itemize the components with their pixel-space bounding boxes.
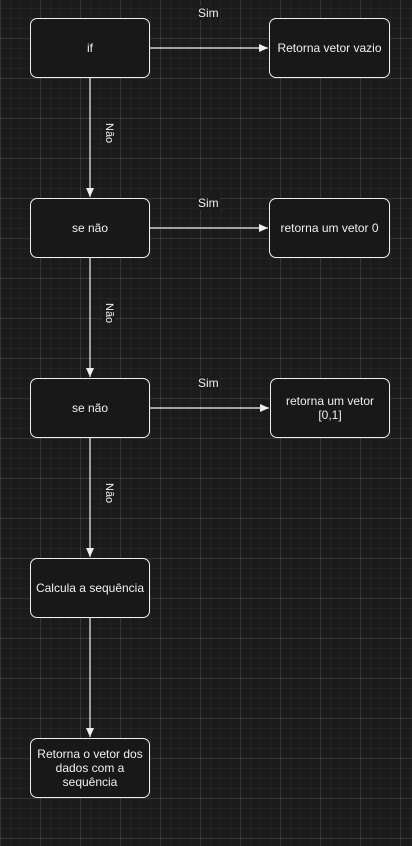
edge-label-nao-3: Não (103, 483, 115, 504)
node-retorna-vetor-vazio-label: Retorna vetor vazio (277, 41, 382, 55)
node-if-label: if (87, 41, 93, 55)
node-retorna-vetor-zero[interactable] (269, 198, 390, 258)
node-retorna-vetor-zero-um-label: retorna um vetor [0,1] (285, 394, 375, 422)
edge-label-sim-2: Sim (198, 196, 219, 210)
edge-label-sim-3: Sim (198, 376, 219, 390)
node-calcula-sequencia-label: Calcula a sequência (35, 581, 145, 595)
node-se-nao-1-label: se não (71, 221, 109, 235)
edge-label-nao-1: Não (103, 123, 115, 144)
node-retorna-vetor-zero-label: retorna um vetor 0 (280, 221, 379, 235)
node-retorna-vetor-dados[interactable] (30, 738, 150, 798)
node-retorna-vetor-dados-label: Retorna o vetor dos dados com a sequência (37, 747, 143, 789)
node-retorna-vetor-vazio[interactable] (269, 18, 390, 78)
node-se-nao-2-label: se não (71, 401, 109, 415)
edge-label-nao-2: Não (103, 303, 115, 324)
node-calcula-sequencia[interactable] (30, 558, 150, 618)
edge-label-sim-1: Sim (198, 6, 219, 20)
node-se-nao-1[interactable] (30, 198, 150, 258)
node-se-nao-2[interactable] (30, 378, 150, 438)
node-if[interactable] (30, 18, 150, 78)
node-retorna-vetor-zero-um[interactable] (270, 378, 390, 438)
